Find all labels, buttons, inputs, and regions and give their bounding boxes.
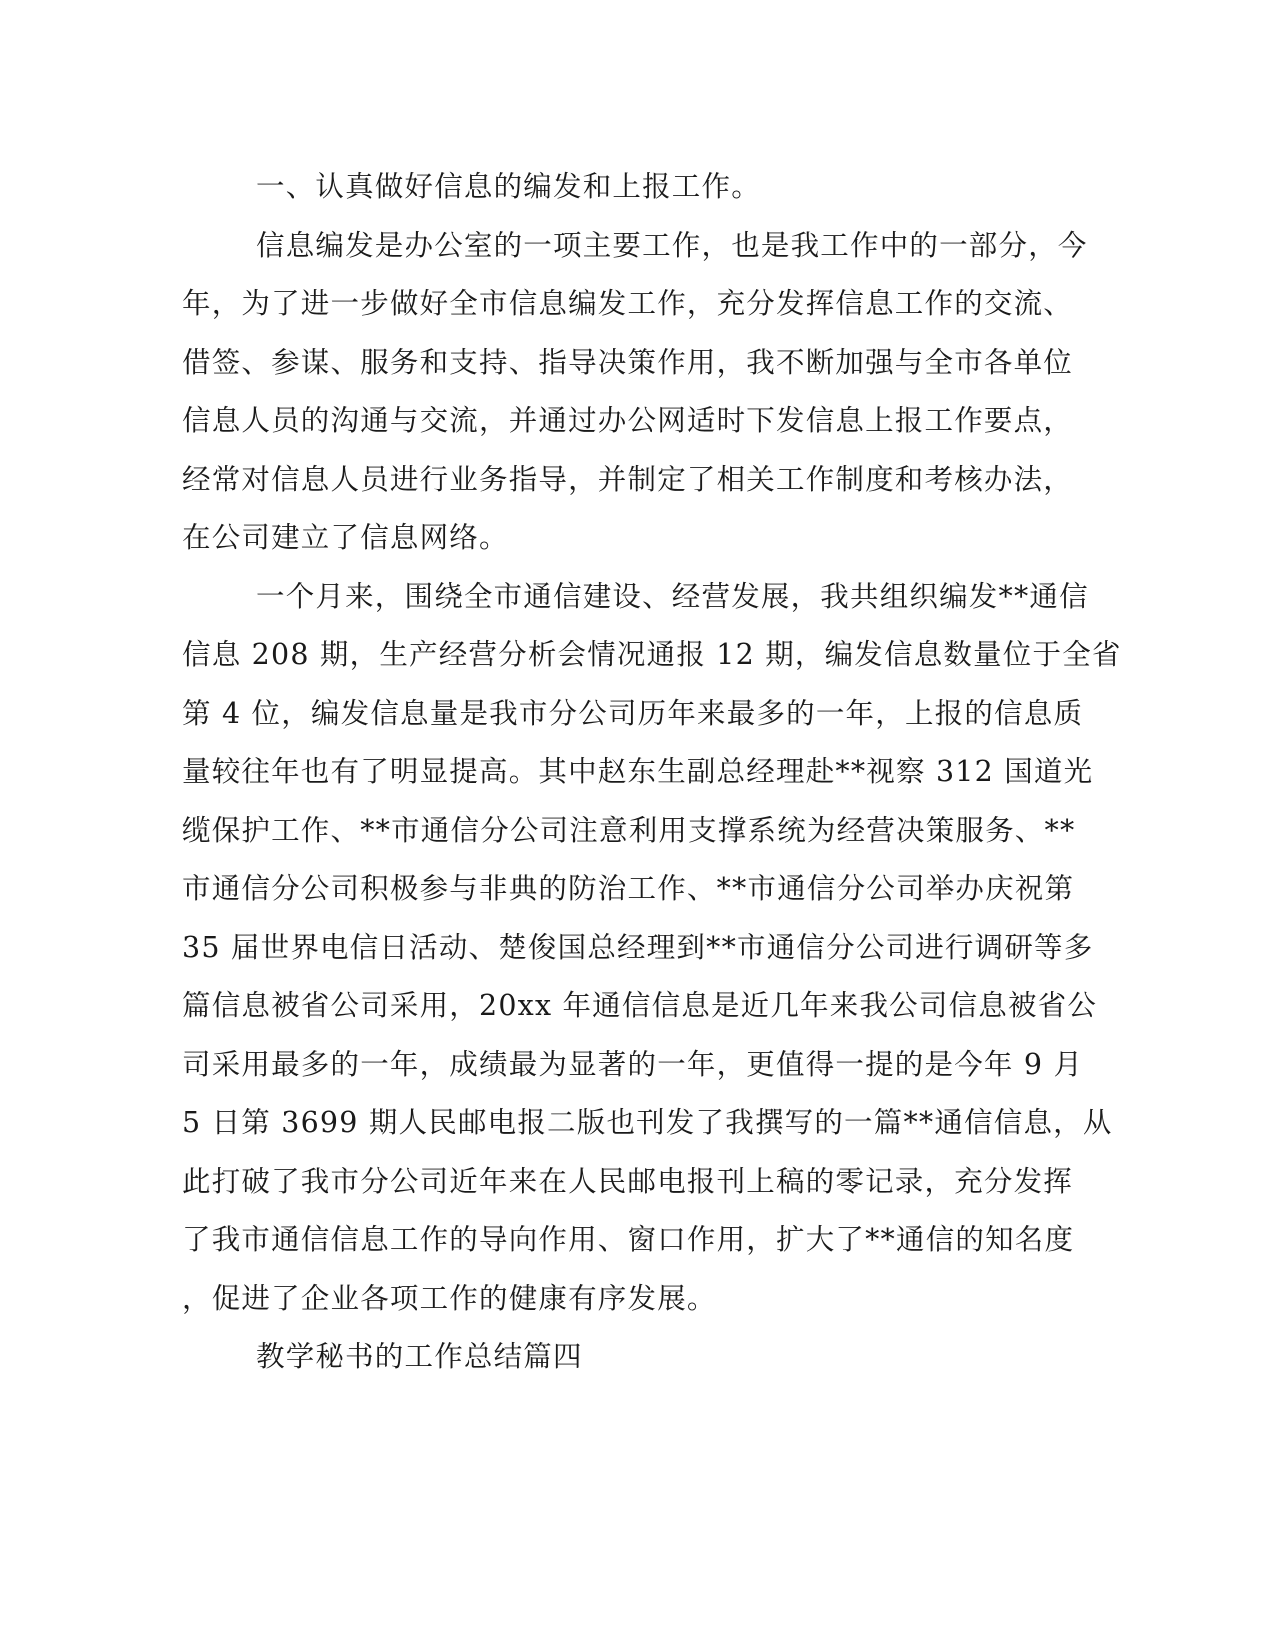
- paragraph-line: 了我市通信信息工作的导向作用、窗口作用，扩大了**通信的知名度: [182, 1223, 1075, 1256]
- paragraph-line: 篇信息被省公司采用，20xx 年通信信息是近几年来我公司信息被省公: [182, 989, 1098, 1022]
- document-body: [182, 158, 1122, 1387]
- paragraph-line: 借签、参谋、服务和支持、指导决策作用，我不断加强与全市各单位: [182, 345, 1074, 379]
- paragraph-line: 缆保护工作、**市通信分公司注意利用支撑系统为经营决策服务、**: [182, 813, 1076, 847]
- paragraph-line: 量较往年也有了明显提高。其中赵东生副总经理赴**视察 312 国道光: [182, 755, 1094, 788]
- paragraph-line: 35 届世界电信日活动、楚俊国总经理到**市通信分公司进行调研等多: [182, 930, 1094, 964]
- paragraph-line: 信息 208 期，生产经营分析会情况通报 12 期，编发信息数量位于全省: [182, 638, 1122, 671]
- paragraph-line: 信息人员的沟通与交流，并通过办公网适时下发信息上报工作要点，: [182, 404, 1074, 437]
- paragraph-line: 5 日第 3699 期人民邮电报二版也刊发了我撰写的一篇**通信信息，从: [182, 1106, 1113, 1139]
- section-heading: 一、认真做好信息的编发和上报工作。: [256, 170, 761, 203]
- paragraph-line: ，促进了企业各项工作的健康有序发展。: [182, 1281, 717, 1315]
- paragraph-line: 在公司建立了信息网络。: [182, 521, 509, 554]
- paragraph-line: 第 4 位，编发信息量是我市分公司历年来最多的一年，上报的信息质: [182, 696, 1084, 730]
- paragraph-line: 司采用最多的一年，成绩最为显著的一年，更值得一提的是今年 9 月: [182, 1047, 1084, 1081]
- section-title: 教学秘书的工作总结篇四: [256, 1340, 583, 1373]
- paragraph-line: 市通信分公司积极参与非典的防治工作、**市通信分公司举办庆祝第: [182, 872, 1075, 905]
- paragraph-line: 信息编发是办公室的一项主要工作，也是我工作中的一部分，今: [256, 228, 1088, 262]
- paragraph-line: 一个月来，围绕全市通信建设、经营发展，我共组织编发**通信: [256, 579, 1089, 613]
- paragraph-line: 此打破了我市分公司近年来在人民邮电报刊上稿的零记录，充分发挥: [182, 1164, 1074, 1198]
- paragraph-line: 年，为了进一步做好全市信息编发工作，充分发挥信息工作的交流、: [182, 287, 1074, 320]
- paragraph-line: 经常对信息人员进行业务指导，并制定了相关工作制度和考核办法，: [182, 462, 1074, 496]
